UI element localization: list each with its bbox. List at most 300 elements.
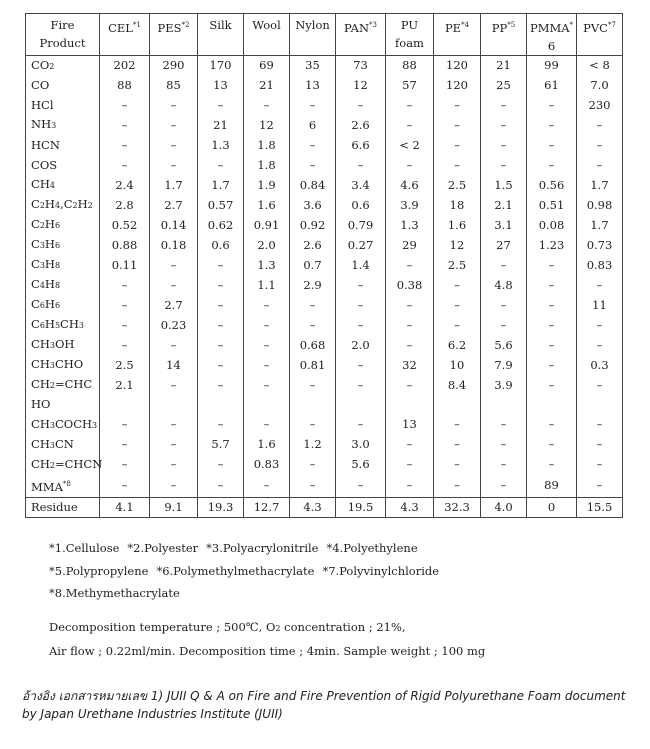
header-column: Silk bbox=[198, 14, 244, 56]
value-cell: – bbox=[386, 455, 434, 475]
residue-row bbox=[26, 497, 623, 518]
table-row bbox=[26, 275, 623, 295]
value-cell: – bbox=[527, 255, 577, 275]
value-cell: 0.83 bbox=[577, 255, 623, 275]
value-cell: – bbox=[150, 435, 198, 455]
value-cell: – bbox=[100, 415, 150, 435]
value-cell: 25 bbox=[481, 76, 527, 96]
value-cell: 230 bbox=[577, 96, 623, 116]
value-cell: – bbox=[150, 275, 198, 295]
table-header-row bbox=[26, 14, 623, 56]
value-cell: – bbox=[198, 355, 244, 375]
value-cell: 0.73 bbox=[577, 235, 623, 255]
table-row bbox=[26, 335, 623, 355]
value-cell: 2.4 bbox=[100, 175, 150, 195]
value-cell: – bbox=[527, 455, 577, 475]
table-row bbox=[26, 235, 623, 255]
value-cell: 14 bbox=[150, 355, 198, 375]
value-cell: 1.6 bbox=[434, 215, 481, 235]
value-cell: 170 bbox=[198, 55, 244, 76]
value-cell: 0.11 bbox=[100, 255, 150, 275]
value-cell: – bbox=[527, 275, 577, 295]
value-cell: 0.62 bbox=[198, 215, 244, 235]
value-cell: – bbox=[577, 315, 623, 335]
value-cell: – bbox=[100, 335, 150, 355]
gas-name-cell: Residue bbox=[26, 497, 100, 518]
value-cell: – bbox=[434, 315, 481, 335]
value-cell: – bbox=[527, 335, 577, 355]
value-cell bbox=[198, 395, 244, 415]
value-cell: – bbox=[244, 475, 290, 497]
header-column: PAN$^{*3}$ bbox=[336, 14, 386, 56]
gas-name-cell: NH3 bbox=[31, 117, 57, 132]
value-cell: – bbox=[577, 415, 623, 435]
value-cell: 202 bbox=[100, 55, 150, 76]
value-cell: – bbox=[527, 415, 577, 435]
footnote-item: *1.Cellulose bbox=[49, 541, 120, 555]
value-cell: 32 bbox=[386, 355, 434, 375]
value-cell: 13 bbox=[198, 76, 244, 96]
value-cell: 8.4 bbox=[434, 375, 481, 395]
value-cell: – bbox=[434, 115, 481, 135]
value-cell: – bbox=[100, 135, 150, 155]
value-cell: 21 bbox=[244, 76, 290, 96]
value-cell: 0.91 bbox=[244, 215, 290, 235]
header-column: PMMA* 6 bbox=[527, 14, 577, 56]
value-cell: – bbox=[386, 295, 434, 315]
value-cell: 1.2 bbox=[290, 435, 336, 455]
value-cell: – bbox=[198, 275, 244, 295]
value-cell: 1.4 bbox=[336, 255, 386, 275]
value-cell: – bbox=[198, 415, 244, 435]
value-cell: – bbox=[336, 475, 386, 497]
value-cell: 21 bbox=[481, 55, 527, 76]
gas-name-cell: HO bbox=[31, 397, 51, 412]
value-cell: 6 bbox=[290, 115, 336, 135]
footnote-line bbox=[49, 537, 447, 560]
value-cell: 7.9 bbox=[481, 355, 527, 375]
value-cell bbox=[336, 395, 386, 415]
value-cell: – bbox=[290, 375, 336, 395]
value-cell: 1.8 bbox=[244, 155, 290, 175]
gas-name-cell: CH3CN bbox=[31, 436, 74, 451]
value-cell: 2.1 bbox=[481, 195, 527, 215]
value-cell: – bbox=[527, 375, 577, 395]
value-cell: 3.9 bbox=[386, 195, 434, 215]
value-cell: – bbox=[150, 115, 198, 135]
value-cell: – bbox=[290, 135, 336, 155]
value-cell: 0.84 bbox=[290, 175, 336, 195]
value-cell: 0.88 bbox=[100, 235, 150, 255]
value-cell: 1.5 bbox=[481, 175, 527, 195]
value-cell: – bbox=[100, 295, 150, 315]
gas-name-cell: CH3CHO bbox=[31, 357, 84, 372]
value-cell: 2.0 bbox=[244, 235, 290, 255]
value-cell: 120 bbox=[434, 55, 481, 76]
value-cell bbox=[481, 395, 527, 415]
value-cell: – bbox=[290, 315, 336, 335]
value-cell: 1.7 bbox=[577, 175, 623, 195]
value-cell bbox=[577, 395, 623, 415]
value-cell: – bbox=[336, 415, 386, 435]
value-cell: – bbox=[198, 455, 244, 475]
value-cell: 89 bbox=[527, 475, 577, 497]
value-cell: 0.08 bbox=[527, 215, 577, 235]
value-cell: 0.27 bbox=[336, 235, 386, 255]
value-cell: 0.23 bbox=[150, 315, 198, 335]
value-cell: 19.5 bbox=[336, 497, 386, 518]
value-cell: 12 bbox=[434, 235, 481, 255]
source-citation: อ้างอิง เอกสารหมายเลข 1) JUII Q & A on Fire and Fire Prevention of Rigid Polyurethane Foam document by Japan Urethane Industries Institute (JUII) bbox=[22, 689, 626, 721]
value-cell: 2.7 bbox=[150, 195, 198, 215]
header-column: PU foam bbox=[386, 14, 434, 56]
value-cell: 0.81 bbox=[290, 355, 336, 375]
gas-name-cell: C2H4,C2H2 bbox=[31, 197, 93, 212]
value-cell: – bbox=[100, 455, 150, 475]
header-column: Wool bbox=[244, 14, 290, 56]
value-cell: – bbox=[481, 96, 527, 116]
value-cell: – bbox=[577, 155, 623, 175]
value-cell: – bbox=[198, 375, 244, 395]
value-cell: – bbox=[244, 315, 290, 335]
value-cell: 290 bbox=[150, 55, 198, 76]
value-cell: 2.6 bbox=[336, 115, 386, 135]
value-cell bbox=[150, 395, 198, 415]
footnote-line bbox=[49, 582, 447, 605]
table-row bbox=[26, 395, 623, 415]
table-row bbox=[26, 55, 623, 76]
value-cell: – bbox=[577, 275, 623, 295]
value-cell: 4.3 bbox=[386, 497, 434, 518]
value-cell: 1.6 bbox=[244, 195, 290, 215]
value-cell: 5.7 bbox=[198, 435, 244, 455]
value-cell: – bbox=[150, 96, 198, 116]
value-cell: – bbox=[336, 315, 386, 335]
value-cell: 2.9 bbox=[290, 275, 336, 295]
header-column: PVC$^{*7}$ bbox=[577, 14, 623, 56]
gas-name-cell: CO bbox=[31, 78, 50, 93]
value-cell: 0.7 bbox=[290, 255, 336, 275]
value-cell: – bbox=[434, 455, 481, 475]
value-cell: 1.7 bbox=[577, 215, 623, 235]
value-cell: – bbox=[481, 115, 527, 135]
table-row bbox=[26, 475, 623, 497]
value-cell: – bbox=[336, 96, 386, 116]
value-cell: – bbox=[150, 375, 198, 395]
value-cell: 1.23 bbox=[527, 235, 577, 255]
header-column: PE$^{*4}$ bbox=[434, 14, 481, 56]
gas-name-cell: CH2=CHC bbox=[31, 377, 93, 392]
value-cell bbox=[290, 395, 336, 415]
value-cell: – bbox=[386, 115, 434, 135]
value-cell: 10 bbox=[434, 355, 481, 375]
value-cell: – bbox=[336, 295, 386, 315]
value-cell: 57 bbox=[386, 76, 434, 96]
value-cell: – bbox=[434, 135, 481, 155]
footnote-item: *2.Polyester bbox=[127, 541, 199, 555]
value-cell: 12 bbox=[336, 76, 386, 96]
value-cell: 61 bbox=[527, 76, 577, 96]
value-cell: 0.51 bbox=[527, 195, 577, 215]
value-cell: – bbox=[481, 135, 527, 155]
value-cell: – bbox=[527, 435, 577, 455]
value-cell: – bbox=[527, 155, 577, 175]
value-cell: – bbox=[434, 155, 481, 175]
value-cell: 4.1 bbox=[100, 497, 150, 518]
value-cell: – bbox=[336, 155, 386, 175]
value-cell: 6.2 bbox=[434, 335, 481, 355]
value-cell: 3.1 bbox=[481, 215, 527, 235]
value-cell: 4.3 bbox=[290, 497, 336, 518]
value-cell: < 2 bbox=[386, 135, 434, 155]
value-cell: – bbox=[336, 375, 386, 395]
value-cell: – bbox=[244, 295, 290, 315]
footnote-item: *7.Polyvinylchloride bbox=[322, 563, 440, 578]
value-cell: – bbox=[150, 415, 198, 435]
value-cell: 120 bbox=[434, 76, 481, 96]
value-cell: 88 bbox=[386, 55, 434, 76]
gas-name-cell: C6H5CH3 bbox=[31, 317, 84, 332]
value-cell: – bbox=[150, 255, 198, 275]
value-cell bbox=[100, 395, 150, 415]
value-cell: – bbox=[100, 155, 150, 175]
value-cell: 32.3 bbox=[434, 497, 481, 518]
value-cell: 0.92 bbox=[290, 215, 336, 235]
value-cell: – bbox=[198, 295, 244, 315]
value-cell: – bbox=[527, 135, 577, 155]
value-cell: 2.8 bbox=[100, 195, 150, 215]
table-row bbox=[26, 295, 623, 315]
value-cell: – bbox=[527, 355, 577, 375]
value-cell: – bbox=[150, 135, 198, 155]
table-row bbox=[26, 76, 623, 96]
value-cell: 0.57 bbox=[198, 195, 244, 215]
value-cell: – bbox=[481, 295, 527, 315]
value-cell: 9.1 bbox=[150, 497, 198, 518]
value-cell: 0.6 bbox=[336, 195, 386, 215]
value-cell: – bbox=[386, 475, 434, 497]
value-cell: – bbox=[198, 475, 244, 497]
value-cell: – bbox=[386, 375, 434, 395]
table-row bbox=[26, 315, 623, 335]
value-cell: 29 bbox=[386, 235, 434, 255]
footnote-item: *8.Methymethacrylate bbox=[49, 586, 180, 600]
value-cell: – bbox=[527, 96, 577, 116]
value-cell bbox=[386, 395, 434, 415]
value-cell: – bbox=[150, 335, 198, 355]
value-cell: – bbox=[244, 375, 290, 395]
table-row bbox=[26, 115, 623, 135]
value-cell: – bbox=[150, 475, 198, 497]
value-cell: 13 bbox=[386, 415, 434, 435]
value-cell: 1.9 bbox=[244, 175, 290, 195]
gas-name-cell: C3H6 bbox=[31, 237, 61, 252]
value-cell: 19.3 bbox=[198, 497, 244, 518]
gas-name-cell: C2H6 bbox=[31, 217, 61, 232]
gas-name-cell: C3H8 bbox=[31, 257, 61, 272]
value-cell: 2.6 bbox=[290, 235, 336, 255]
value-cell: 2.5 bbox=[100, 355, 150, 375]
gas-name-cell: HCN bbox=[31, 137, 60, 152]
value-cell: – bbox=[198, 255, 244, 275]
value-cell: – bbox=[100, 96, 150, 116]
table-row bbox=[26, 455, 623, 475]
header-column: CEL$^{*1}$ bbox=[100, 14, 150, 56]
gas-name-cell: CO2 bbox=[31, 57, 55, 72]
value-cell: – bbox=[290, 96, 336, 116]
value-cell: 5.6 bbox=[336, 455, 386, 475]
value-cell: – bbox=[290, 155, 336, 175]
value-cell: – bbox=[386, 315, 434, 335]
footnote-item: *6.Polymethylmethacrylate bbox=[156, 563, 315, 578]
conditions-line-1: Decomposition temperature ; 500℃, O2 concentration ; 21%, bbox=[49, 620, 406, 634]
value-cell: – bbox=[244, 96, 290, 116]
value-cell: 3.9 bbox=[481, 375, 527, 395]
value-cell: 85 bbox=[150, 76, 198, 96]
value-cell: 2.5 bbox=[434, 255, 481, 275]
footnotes bbox=[49, 537, 447, 605]
gas-name-cell: CH3COCH3 bbox=[31, 416, 98, 431]
value-cell: 2.5 bbox=[434, 175, 481, 195]
table-row bbox=[26, 195, 623, 215]
value-cell: – bbox=[386, 155, 434, 175]
gas-name-cell: C4H8 bbox=[31, 277, 61, 292]
value-cell: – bbox=[577, 375, 623, 395]
value-cell: 18 bbox=[434, 195, 481, 215]
value-cell: – bbox=[290, 475, 336, 497]
table-row bbox=[26, 375, 623, 395]
footnote-item: *5.Polypropylene bbox=[49, 563, 149, 578]
value-cell: – bbox=[481, 455, 527, 475]
value-cell: 11 bbox=[577, 295, 623, 315]
value-cell: – bbox=[244, 355, 290, 375]
gas-name-cell: HCl bbox=[31, 98, 54, 113]
value-cell: – bbox=[198, 155, 244, 175]
value-cell: 1.7 bbox=[198, 175, 244, 195]
value-cell: 0.14 bbox=[150, 215, 198, 235]
gas-name-cell: C6H6 bbox=[31, 297, 61, 312]
value-cell: 99 bbox=[527, 55, 577, 76]
value-cell: 4.6 bbox=[386, 175, 434, 195]
value-cell: – bbox=[290, 415, 336, 435]
table-row bbox=[26, 415, 623, 435]
value-cell: – bbox=[481, 255, 527, 275]
value-cell: – bbox=[434, 275, 481, 295]
value-cell bbox=[244, 395, 290, 415]
value-cell: 73 bbox=[336, 55, 386, 76]
value-cell: – bbox=[198, 315, 244, 335]
gas-name-cell: CH2=CHCN bbox=[31, 456, 103, 471]
value-cell bbox=[434, 395, 481, 415]
value-cell: – bbox=[434, 96, 481, 116]
value-cell: – bbox=[481, 155, 527, 175]
value-cell: 6.6 bbox=[336, 135, 386, 155]
value-cell: 1.8 bbox=[244, 135, 290, 155]
value-cell: – bbox=[481, 435, 527, 455]
header-column: Nylon bbox=[290, 14, 336, 56]
value-cell: – bbox=[577, 475, 623, 497]
value-cell: – bbox=[577, 455, 623, 475]
value-cell: 21 bbox=[198, 115, 244, 135]
value-cell: 0.6 bbox=[198, 235, 244, 255]
value-cell: – bbox=[577, 135, 623, 155]
conditions-line-2: Air flow ; 0.22ml/min. Decomposition time ; 4min. Sample weight ; 100 mg bbox=[49, 644, 486, 658]
table-row bbox=[26, 135, 623, 155]
header-fire-product: Fire Product bbox=[39, 18, 86, 50]
value-cell: 0.79 bbox=[336, 215, 386, 235]
gas-name-cell: MMA$^{*8}$ bbox=[31, 479, 71, 494]
value-cell: 0 bbox=[527, 497, 577, 518]
value-cell: – bbox=[434, 415, 481, 435]
value-cell: – bbox=[150, 455, 198, 475]
value-cell: 12 bbox=[244, 115, 290, 135]
value-cell: – bbox=[577, 335, 623, 355]
value-cell: – bbox=[434, 295, 481, 315]
value-cell bbox=[527, 395, 577, 415]
value-cell: 1.3 bbox=[386, 215, 434, 235]
value-cell: 0.68 bbox=[290, 335, 336, 355]
value-cell: 1.3 bbox=[244, 255, 290, 275]
value-cell: – bbox=[527, 115, 577, 135]
table-row bbox=[26, 175, 623, 195]
value-cell: – bbox=[481, 315, 527, 335]
gas-table-wrap bbox=[25, 13, 622, 518]
footnote-item: *3.Polyacrylonitrile bbox=[206, 541, 319, 555]
value-cell: 69 bbox=[244, 55, 290, 76]
value-cell: 3.4 bbox=[336, 175, 386, 195]
value-cell: 15.5 bbox=[577, 497, 623, 518]
value-cell: 3.6 bbox=[290, 195, 336, 215]
combustion-gas-table bbox=[25, 13, 623, 518]
table-row bbox=[26, 96, 623, 116]
value-cell: – bbox=[481, 475, 527, 497]
value-cell: – bbox=[527, 295, 577, 315]
value-cell: – bbox=[198, 96, 244, 116]
value-cell: – bbox=[481, 415, 527, 435]
table-row bbox=[26, 255, 623, 275]
value-cell: – bbox=[336, 275, 386, 295]
value-cell: < 8 bbox=[577, 55, 623, 76]
value-cell: 27 bbox=[481, 235, 527, 255]
value-cell: 0.3 bbox=[577, 355, 623, 375]
table-row bbox=[26, 355, 623, 375]
value-cell: 0.52 bbox=[100, 215, 150, 235]
gas-name-cell: COS bbox=[31, 157, 58, 172]
value-cell: – bbox=[150, 155, 198, 175]
value-cell: – bbox=[244, 415, 290, 435]
value-cell: 1.6 bbox=[244, 435, 290, 455]
value-cell: 5.6 bbox=[481, 335, 527, 355]
value-cell: – bbox=[577, 435, 623, 455]
value-cell: 12.7 bbox=[244, 497, 290, 518]
table-row bbox=[26, 215, 623, 235]
value-cell: 1.1 bbox=[244, 275, 290, 295]
value-cell: 2.1 bbox=[100, 375, 150, 395]
gas-name-cell: CH4 bbox=[31, 177, 55, 192]
value-cell: – bbox=[100, 275, 150, 295]
value-cell: 7.0 bbox=[577, 76, 623, 96]
gas-name-cell: CH3OH bbox=[31, 337, 75, 352]
header-column: PP$^{*5}$ bbox=[481, 14, 527, 56]
value-cell: 4.8 bbox=[481, 275, 527, 295]
table-row bbox=[26, 155, 623, 175]
value-cell: 35 bbox=[290, 55, 336, 76]
value-cell: – bbox=[386, 435, 434, 455]
value-cell: 2.7 bbox=[150, 295, 198, 315]
value-cell: 0.98 bbox=[577, 195, 623, 215]
value-cell: – bbox=[290, 455, 336, 475]
value-cell: 13 bbox=[290, 76, 336, 96]
